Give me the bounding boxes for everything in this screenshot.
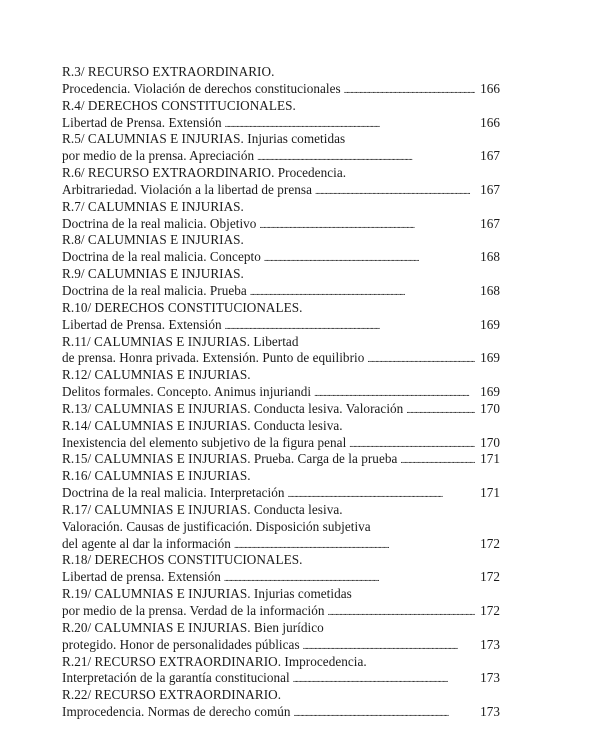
entry-text: Procedencia. Violación de derechos constitucionales <box>62 80 341 96</box>
page-number: 172 <box>480 569 500 585</box>
dot-leader <box>406 401 475 418</box>
entry-leader-line <box>62 384 500 401</box>
entry-heading-line: R.6/ RECURSO EXTRAORDINARIO. Procedencia. <box>62 165 347 181</box>
page-number: 173 <box>480 704 500 720</box>
page-number: 166 <box>480 114 500 130</box>
index-entry <box>62 367 500 401</box>
entry-heading-line: R.16/ CALUMNIAS E INJURIAS. <box>62 468 251 484</box>
page-number: 167 <box>480 215 500 231</box>
page-number: 166 <box>480 80 500 96</box>
entry-text: por medio de la prensa. Apreciación <box>62 148 255 164</box>
dot-leader <box>400 451 475 468</box>
dot-leader <box>288 485 475 502</box>
page-number: 167 <box>480 148 500 164</box>
entry-heading-line: R.18/ DERECHOS CONSTITUCIONALES. <box>62 552 303 568</box>
entry-heading-line: Valoración. Causas de justificación. Disposición subjetiva <box>62 518 371 534</box>
page-number: 171 <box>480 485 500 501</box>
entry-text: R.13/ CALUMNIAS E INJURIAS. Conducta lesiva. Valoración <box>62 400 404 416</box>
entry-leader-line <box>62 637 500 654</box>
entry-text: protegido. Honor de personalidades públicas <box>62 636 300 652</box>
entry-text: Interpretación de la garantía constitucional <box>62 670 290 686</box>
entry-leader-line <box>62 670 500 687</box>
entry-text: de prensa. Honra privada. Extensión. Punto de equilibrio <box>62 350 365 366</box>
entry-leader-line <box>62 485 500 502</box>
entry-leader-line <box>62 115 500 132</box>
index-entry <box>62 451 500 468</box>
index-entry <box>62 232 500 266</box>
index-entry <box>62 468 500 502</box>
entry-leader-line <box>62 451 500 468</box>
entry-heading-line: R.20/ CALUMNIAS E INJURIAS. Bien jurídico <box>62 619 324 635</box>
index-entry <box>62 401 500 418</box>
entry-text: por medio de la prensa. Verdad de la información <box>62 603 325 618</box>
dot-leader <box>315 182 475 199</box>
index-entry <box>62 266 500 300</box>
entry-heading-line: R.4/ DERECHOS CONSTITUCIONALES. <box>62 97 296 113</box>
entry-leader-line <box>62 216 500 233</box>
dot-leader <box>264 249 475 266</box>
page-number: 172 <box>480 603 500 618</box>
page-number: 168 <box>480 249 500 265</box>
entry-heading-line: R.10/ DERECHOS CONSTITUCIONALES. <box>62 299 303 315</box>
entry-heading-line: R.5/ CALUMNIAS E INJURIAS. Injurias cometidas <box>62 131 346 147</box>
page-number: 167 <box>480 181 500 197</box>
dot-leader <box>328 603 475 620</box>
entry-leader-line <box>62 704 500 721</box>
entry-heading-line: R.8/ CALUMNIAS E INJURIAS. <box>62 232 244 248</box>
entry-text: Doctrina de la real malicia. Prueba <box>62 282 247 298</box>
entry-text: Doctrina de la real malicia. Objetivo <box>62 215 257 231</box>
dot-leader <box>225 115 475 132</box>
dot-leader <box>349 435 475 452</box>
dot-leader <box>314 384 475 401</box>
index-entry <box>62 199 500 233</box>
entry-text: Improcedencia. Normas de derecho común <box>62 704 291 720</box>
table-of-contents <box>62 64 500 721</box>
index-entry <box>62 502 500 553</box>
dot-leader <box>224 569 475 586</box>
dot-leader <box>344 81 475 98</box>
page-number: 168 <box>480 282 500 298</box>
index-entry <box>62 165 500 199</box>
index-entry <box>62 552 500 586</box>
index-entry <box>62 98 500 132</box>
entry-heading-line: R.17/ CALUMNIAS E INJURIAS. Conducta lesiva. <box>62 501 343 517</box>
entry-text: Libertad de prensa. Extensión <box>62 569 221 585</box>
dot-leader <box>250 283 475 300</box>
dot-leader <box>225 317 475 334</box>
entry-heading-line: R.9/ CALUMNIAS E INJURIAS. <box>62 266 244 282</box>
index-entry <box>62 620 500 654</box>
dot-leader <box>367 350 475 367</box>
index-entry <box>62 586 500 620</box>
entry-text: R.15/ CALUMNIAS E INJURIAS. Prueba. Carga de la prueba <box>62 451 398 467</box>
index-entry <box>62 131 500 165</box>
entry-text: Inexistencia del elemento subjetivo de la figura penal <box>62 434 347 450</box>
entry-heading-line: R.3/ RECURSO EXTRAORDINARIO. <box>62 64 275 79</box>
entry-leader-line <box>62 317 500 334</box>
entry-text: del agente al dar la información <box>62 535 231 551</box>
page-number: 170 <box>480 434 500 450</box>
entry-heading-line: R.21/ RECURSO EXTRAORDINARIO. Improcedencia. <box>62 653 367 669</box>
entry-text: Doctrina de la real malicia. Interpretación <box>62 485 285 501</box>
dot-leader <box>259 216 475 233</box>
page-number: 170 <box>480 400 500 416</box>
dot-leader <box>234 536 475 553</box>
page-number: 169 <box>480 316 500 332</box>
index-entry <box>62 64 500 98</box>
entry-leader-line <box>62 401 500 418</box>
dot-leader <box>294 704 475 721</box>
entry-leader-line <box>62 249 500 266</box>
page-number: 173 <box>480 636 500 652</box>
entry-leader-line <box>62 148 500 165</box>
entry-leader-line <box>62 569 500 586</box>
entry-text: Arbitrariedad. Violación a la libertad de prensa <box>62 181 312 197</box>
page-number: 171 <box>480 451 500 467</box>
page-number: 169 <box>480 350 500 366</box>
entry-leader-line <box>62 603 500 620</box>
entry-leader-line <box>62 283 500 300</box>
entry-heading-line: R.14/ CALUMNIAS E INJURIAS. Conducta lesiva. <box>62 417 343 433</box>
index-page <box>62 64 500 721</box>
entry-heading-line: R.22/ RECURSO EXTRAORDINARIO. <box>62 687 282 703</box>
index-entry <box>62 300 500 334</box>
entry-heading-line: R.19/ CALUMNIAS E INJURIAS. Injurias cometidas <box>62 586 352 602</box>
entry-heading-line: R.11/ CALUMNIAS E INJURIAS. Libertad <box>62 333 299 349</box>
entry-text: Delitos formales. Concepto. Animus injuriandi <box>62 384 312 400</box>
entry-heading-line: R.12/ CALUMNIAS E INJURIAS. <box>62 367 251 383</box>
entry-heading-line: R.7/ CALUMNIAS E INJURIAS. <box>62 198 244 214</box>
entry-text: Doctrina de la real malicia. Concepto <box>62 249 261 265</box>
page-number: 173 <box>480 670 500 686</box>
dot-leader <box>293 670 475 687</box>
entry-text: Libertad de Prensa. Extensión <box>62 316 222 332</box>
index-entry <box>62 334 500 368</box>
dot-leader <box>303 637 475 654</box>
entry-leader-line <box>62 350 500 367</box>
entry-leader-line <box>62 435 500 452</box>
page-number: 172 <box>480 535 500 551</box>
entry-leader-line <box>62 81 500 98</box>
entry-leader-line <box>62 536 500 553</box>
index-entry <box>62 654 500 688</box>
dot-leader <box>257 148 475 165</box>
index-entry <box>62 687 500 721</box>
index-entry <box>62 418 500 452</box>
entry-leader-line <box>62 182 500 199</box>
page-number: 169 <box>480 384 500 400</box>
entry-text: Libertad de Prensa. Extensión <box>62 114 222 130</box>
